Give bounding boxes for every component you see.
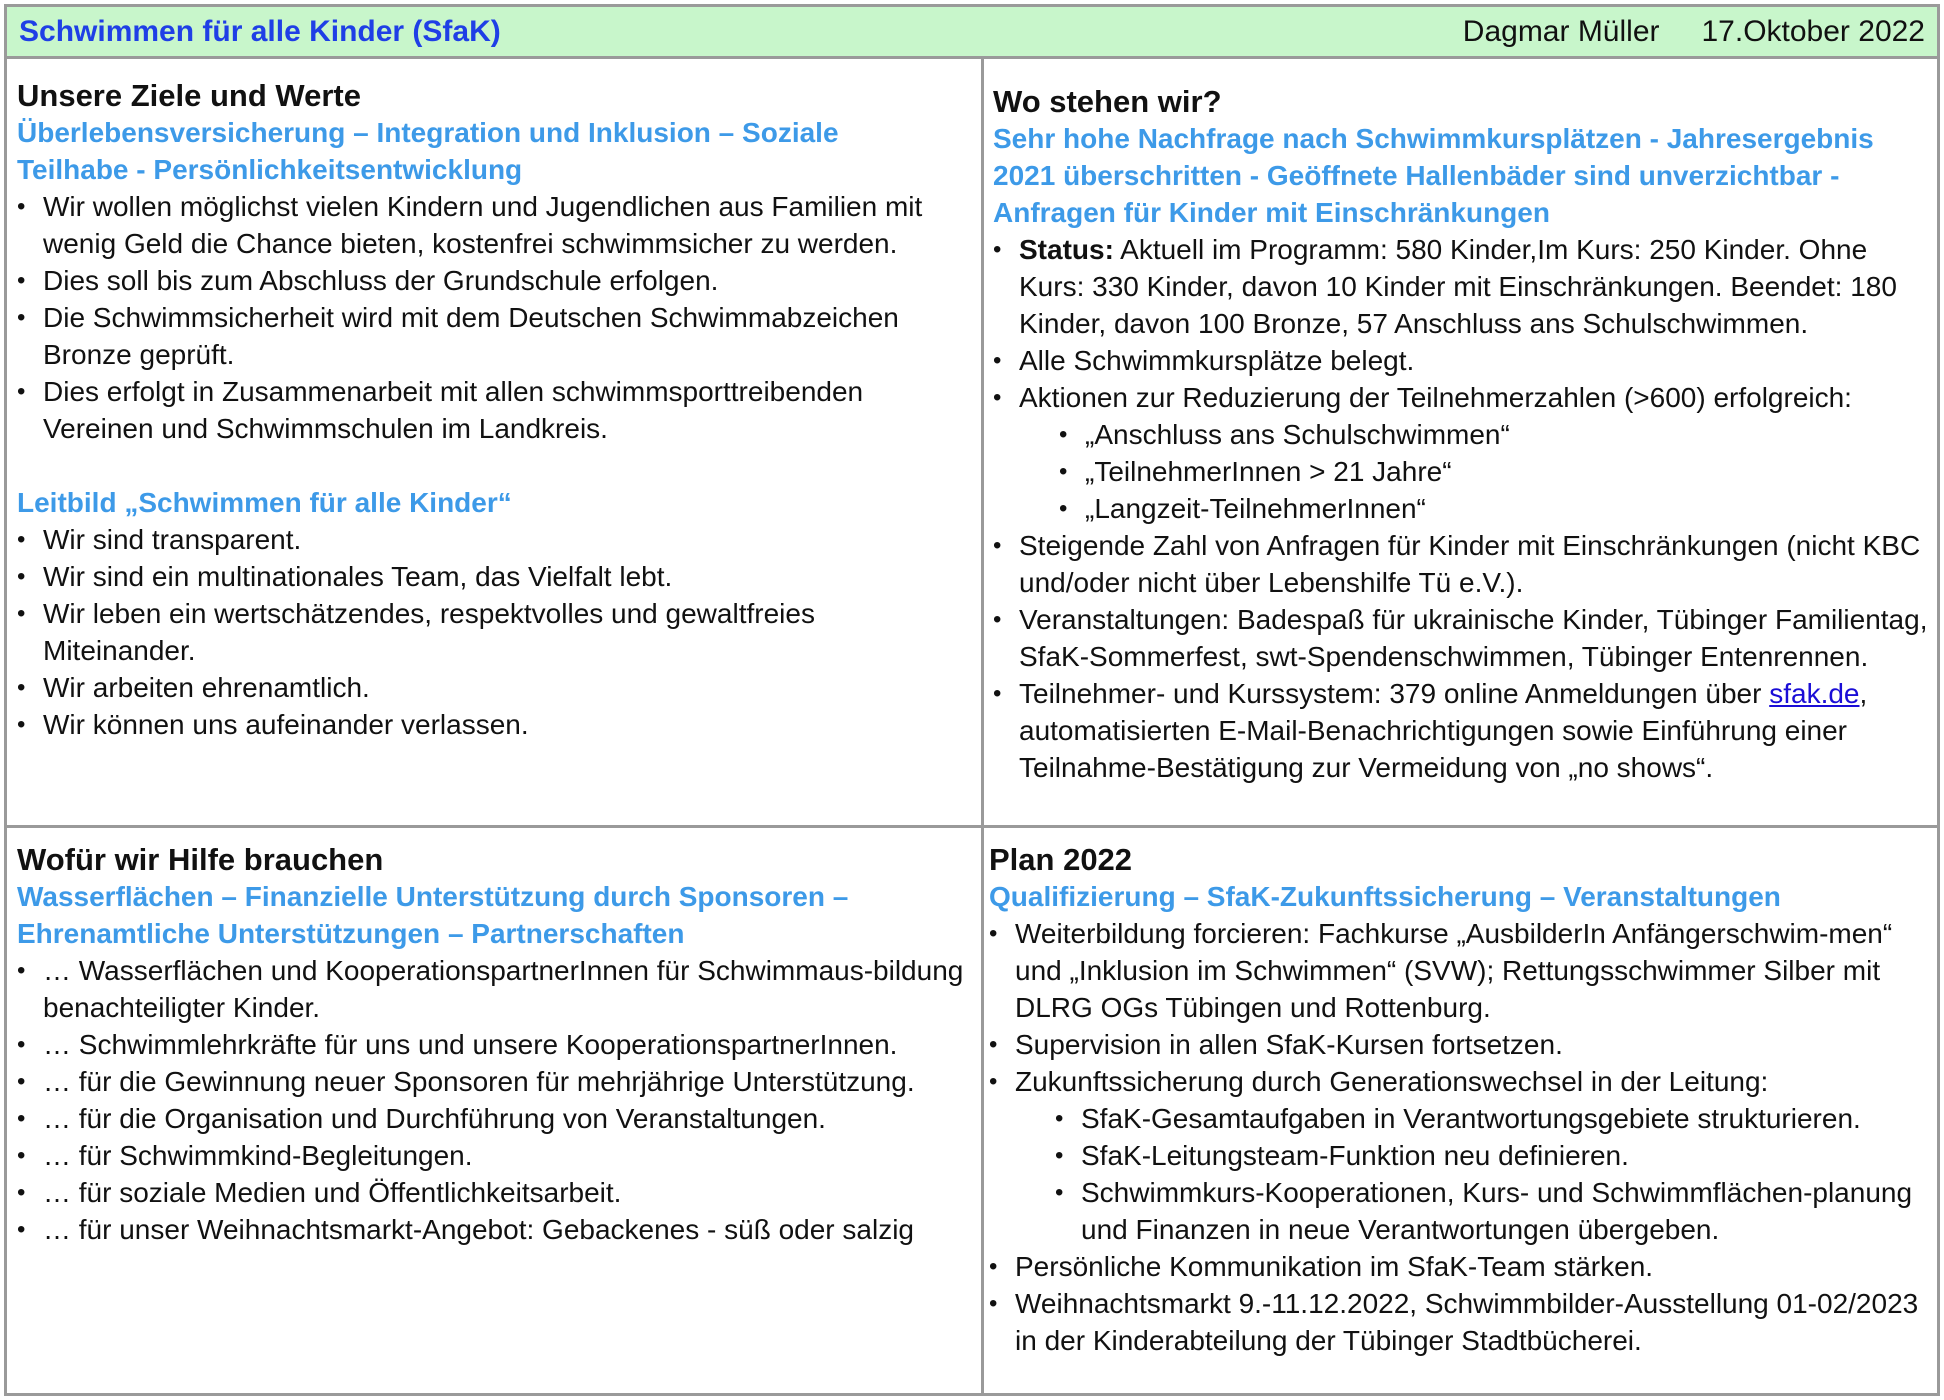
header-author: Dagmar Müller [1462, 14, 1660, 48]
panel-plan [989, 841, 1933, 1359]
status-list [993, 231, 1933, 786]
list-item: • Die Schwimmsicherheit wird mit dem Deutschen Schwimmabzeichen Bronze geprüft. [17, 299, 972, 373]
list-item [993, 675, 1933, 786]
status-subtitle-line3: Anfragen für Kinder mit Einschränkungen [993, 197, 1550, 228]
list-item [993, 231, 1933, 342]
system-text-after: , automatisierten E-Mail-Benachrichtigungen sowie Einführung einer Teilnahme-Bestätigung zur Vermeidung von „no shows“. [1019, 678, 1868, 783]
status-title: Wo stehen wir? [993, 84, 1222, 119]
list-item: • Veranstaltungen: Badespaß für ukrainische Kinder, Tübinger Familientag, SfaK-Sommerfest, swt-Spendenschwimmen, Tübinger Entenrennen. [993, 601, 1933, 675]
list-item: • Zukunftssicherung durch Generationswechsel in der Leitung: [989, 1063, 1933, 1100]
list-item: • Wir sind ein multinationales Team, das Vielfalt lebt. [17, 558, 972, 595]
status-text: Aktuell im Programm: 580 Kinder,Im Kurs: 250 Kinder. Ohne Kurs: 330 Kinder, davon 10 Kinder mit Einschränkungen. Beendet: 180 Kinder, davon 100 Bronze, 57 Anschluss ans Schulschwimmen. [1019, 234, 1897, 339]
help-title: Wofür wir Hilfe brauchen [17, 842, 384, 877]
list-item: • … Schwimmlehrkräfte für uns und unsere KooperationspartnerInnen. [17, 1026, 972, 1063]
status-subtitle-line2: 2021 überschritten - Geöffnete Hallenbäder sind unverzichtbar - [993, 160, 1840, 191]
help-list [17, 952, 972, 1248]
goals-title: Unsere Ziele und Werte [17, 78, 361, 113]
list-item: • „TeilnehmerInnen > 21 Jahre“ [1059, 453, 1933, 490]
poster-page [4, 4, 1940, 1396]
list-item: • … für Schwimmkind-Begleitungen. [17, 1137, 972, 1174]
plan-subtitle: Qualifizierung – SfaK-Zukunftssicherung – Veranstaltungen [989, 881, 1781, 912]
panel-help [17, 841, 972, 1248]
list-item: • Supervision in allen SfaK-Kursen fortsetzen. [989, 1026, 1933, 1063]
list-item: • Aktionen zur Reduzierung der Teilnehmerzahlen (>600) erfolgreich: [993, 379, 1933, 416]
help-subtitle-line2: Ehrenamtliche Unterstützungen – Partnerschaften [17, 918, 685, 949]
goals-subtitle-line1: Überlebensversicherung – Integration und Inklusion – Soziale [17, 117, 839, 148]
leitbild-title: Leitbild „Schwimmen für alle Kinder“ [17, 487, 512, 518]
leitbild-list [17, 521, 972, 743]
spacer [17, 447, 972, 484]
header-bar [7, 7, 1937, 59]
list-item: • Persönliche Kommunikation im SfaK-Team stärken. [989, 1248, 1933, 1285]
list-item: • … für unser Weihnachtsmarkt-Angebot: Gebackenes - süß oder salzig [17, 1211, 972, 1248]
list-item: • Wir arbeiten ehrenamtlich. [17, 669, 972, 706]
list-item: • Weihnachtsmarkt 9.-11.12.2022, Schwimmbilder-Ausstellung 01-02/2023 in der Kinderabteilung der Tübinger Stadtbücherei. [989, 1285, 1933, 1359]
panel-status [993, 83, 1933, 786]
list-item: • Dies soll bis zum Abschluss der Grundschule erfolgen. [17, 262, 972, 299]
list-item: • „Langzeit-TeilnehmerInnen“ [1059, 490, 1933, 527]
list-item: • Wir sind transparent. [17, 521, 972, 558]
list-item: • … für die Organisation und Durchführung von Veranstaltungen. [17, 1100, 972, 1137]
list-item: • SfaK-Gesamtaufgaben in Verantwortungsgebiete strukturieren. [1055, 1100, 1933, 1137]
header-meta [1463, 15, 1925, 49]
sfak-link[interactable]: sfak.de [1769, 678, 1860, 709]
list-item: • Weiterbildung forcieren: Fachkurse „AusbilderIn Anfängerschwim-men“ und „Inklusion im Schwimmen“ (SVW); Rettungsschwimmer Silber mit DLRG OGs Tübingen und Rottenburg. [989, 915, 1933, 1026]
list-item: • Alle Schwimmkursplätze belegt. [993, 342, 1933, 379]
plan-list [989, 915, 1933, 1359]
goals-subtitle-line2: Teilhabe - Persönlichkeitsentwicklung [17, 154, 523, 185]
list-item: • Steigende Zahl von Anfragen für Kinder mit Einschränkungen (nicht KBC und/oder nicht über Lebenshilfe Tü e.V.). [993, 527, 1933, 601]
panel-goals [17, 77, 972, 743]
vertical-divider [981, 59, 984, 1393]
list-item: • SfaK-Leitungsteam-Funktion neu definieren. [1055, 1137, 1933, 1174]
list-item: • Wir leben ein wertschätzendes, respektvolles und gewaltfreies Miteinander. [17, 595, 972, 669]
system-text-before: Teilnehmer- und Kurssystem: 379 online Anmeldungen über [1019, 678, 1770, 709]
status-label: Status: [1019, 234, 1114, 265]
header-date: 17.Oktober 2022 [1701, 14, 1925, 48]
list-item: • Dies erfolgt in Zusammenarbeit mit allen schwimmsporttreibenden Vereinen und Schwimmschulen im Landkreis. [17, 373, 972, 447]
list-item: • Wir wollen möglichst vielen Kindern und Jugendlichen aus Familien mit wenig Geld die Chance bieten, kostenfrei schwimmsicher zu werden. [17, 188, 972, 262]
list-item: • … für soziale Medien und Öffentlichkeitsarbeit. [17, 1174, 972, 1211]
goals-list [17, 188, 972, 447]
list-item: • … für die Gewinnung neuer Sponsoren für mehrjährige Unterstützung. [17, 1063, 972, 1100]
list-item: • Wir können uns aufeinander verlassen. [17, 706, 972, 743]
plan-title: Plan 2022 [989, 842, 1133, 877]
list-item: • „Anschluss ans Schulschwimmen“ [1059, 416, 1933, 453]
header-title: Schwimmen für alle Kinder (SfaK) [19, 14, 501, 48]
list-item: • … Wasserflächen und KooperationspartnerInnen für Schwimmaus-bildung benachteiligter Kinder. [17, 952, 972, 1026]
list-item: • Schwimmkurs-Kooperationen, Kurs- und Schwimmflächen-planung und Finanzen in neue Verantwortungen übergeben. [1055, 1174, 1933, 1248]
status-subtitle-line1: Sehr hohe Nachfrage nach Schwimmkursplätzen - Jahresergebnis [993, 123, 1874, 154]
horizontal-divider [7, 825, 1937, 828]
help-subtitle-line1: Wasserflächen – Finanzielle Unterstützung durch Sponsoren – [17, 881, 849, 912]
